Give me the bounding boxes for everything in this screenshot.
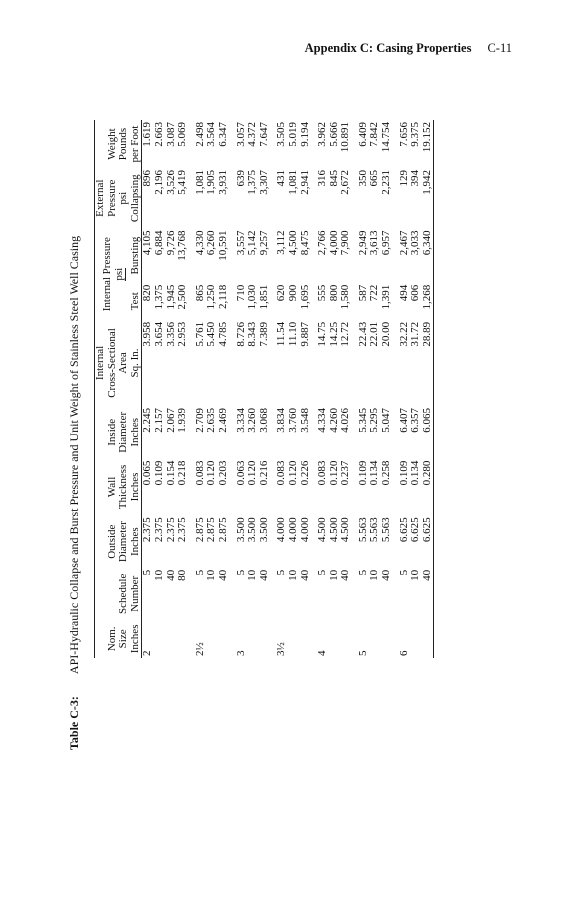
- cell: 2.635: [205, 408, 218, 433]
- nom-size-cell: [369, 620, 381, 658]
- table-row: [247, 120, 259, 658]
- cell: 1,250: [205, 284, 218, 310]
- cell: 3,613: [368, 230, 381, 256]
- cell: 3.505: [275, 122, 288, 147]
- col-bursting: Bursting: [126, 228, 142, 282]
- cell: 710: [234, 284, 247, 302]
- cell: 0.120: [286, 460, 299, 486]
- nom-size-cell: [410, 620, 422, 658]
- cell: 0.109: [397, 460, 410, 486]
- cell: 896: [141, 170, 154, 187]
- page-number: C-11: [487, 41, 512, 55]
- cell: 639: [234, 170, 247, 187]
- cell: 9.194: [298, 122, 311, 147]
- nom-size-cell: 6: [397, 650, 410, 656]
- cell: 0.280: [422, 459, 434, 516]
- cell: 6,340: [422, 228, 434, 282]
- cell: 5: [356, 569, 369, 576]
- cell: 2,941: [298, 170, 311, 195]
- cell: 6.409: [356, 122, 369, 147]
- cell: 28.89: [422, 320, 434, 406]
- cell: 2.953: [176, 321, 189, 347]
- cell: 0.134: [368, 460, 381, 486]
- cell: 10: [327, 569, 340, 581]
- cell: 2.375: [152, 517, 165, 543]
- cell: 2.875: [205, 517, 218, 543]
- cell: 4.334: [316, 408, 329, 433]
- cell: 5: [397, 569, 410, 576]
- table-row: [270, 120, 288, 658]
- table-row: [393, 120, 411, 658]
- cell: 3,526: [164, 170, 177, 195]
- cell: 3.834: [275, 408, 288, 433]
- cell: 2,672: [339, 170, 352, 195]
- cell: 2,949: [356, 230, 369, 256]
- cell: 14.25: [327, 321, 340, 347]
- cell: 4.785: [216, 321, 229, 347]
- cell: 6.357: [409, 408, 422, 433]
- cell: 9,257: [257, 230, 270, 256]
- nom-size-cell: [340, 620, 352, 658]
- cell: 3.087: [164, 122, 177, 147]
- cell: 3.958: [141, 321, 154, 347]
- cell: 5: [275, 569, 288, 576]
- cell: 7.842: [368, 122, 381, 147]
- cell: 1.939: [176, 408, 189, 433]
- cell: 3.760: [286, 408, 299, 433]
- nom-size-cell: [329, 620, 341, 658]
- table-row: [259, 120, 271, 658]
- cell: 4,105: [141, 230, 154, 256]
- cell: 1,030: [246, 284, 259, 310]
- nom-size-cell: 5: [356, 650, 369, 656]
- cell: 9.887: [298, 321, 311, 347]
- cell: 7.656: [397, 122, 410, 147]
- cell: 32.22: [397, 321, 410, 347]
- table-row: [154, 120, 166, 658]
- cell: 10,591: [216, 230, 229, 261]
- caption-label: Table C-3:: [67, 696, 81, 750]
- cell: 820: [141, 284, 154, 302]
- cell: 3.654: [152, 321, 165, 347]
- cell: 40: [257, 569, 270, 581]
- cell: 40: [422, 568, 434, 620]
- cell: 3,033: [409, 230, 422, 256]
- cell: 1,268: [422, 283, 434, 320]
- cell: 22.43: [356, 321, 369, 347]
- nom-size-cell: [166, 620, 178, 658]
- cell: 5.295: [368, 408, 381, 433]
- cell: 10: [152, 569, 165, 581]
- cell: 6.625: [422, 515, 434, 568]
- internal-pressure-unit: psi: [112, 267, 125, 281]
- cell: 0.134: [409, 460, 422, 486]
- cell: 1.619: [141, 122, 154, 147]
- nom-size-cell: [247, 620, 259, 658]
- table-host: [94, 120, 582, 658]
- cell: 5.450: [205, 321, 218, 347]
- header-title: Appendix C: Casing Properties: [304, 41, 472, 55]
- cell: 40: [164, 569, 177, 581]
- cell: 6.065: [422, 406, 434, 459]
- cell: 4,500: [286, 230, 299, 256]
- cell: 10: [205, 569, 218, 581]
- cell: 31.72: [409, 321, 422, 347]
- cell: 10: [286, 569, 299, 581]
- cell: 1,081: [193, 170, 206, 195]
- cell: 4.000: [286, 517, 299, 543]
- cell: 6,260: [205, 230, 218, 256]
- cell: 2.498: [193, 122, 206, 147]
- cell: 0.258: [380, 460, 393, 486]
- cell: 5.069: [176, 122, 189, 147]
- cell: 5.345: [356, 408, 369, 433]
- cell: 6,884: [152, 230, 165, 256]
- cell: 5: [193, 569, 206, 576]
- table-row: [177, 120, 189, 658]
- nom-size-cell: 2: [141, 650, 154, 656]
- table-row: [311, 120, 329, 658]
- cell: 3,931: [216, 170, 229, 195]
- cell: 2,500: [176, 284, 189, 310]
- cell: 2.067: [164, 408, 177, 433]
- col-weight: Weight Pounds per Foot: [95, 120, 142, 168]
- cell: 129: [397, 170, 410, 187]
- cell: 2.875: [216, 517, 229, 543]
- cell: 316: [316, 170, 329, 187]
- nom-size-cell: 3½: [275, 642, 288, 656]
- cell: 865: [193, 284, 206, 302]
- cell: 40: [339, 569, 352, 581]
- cell: 4.260: [327, 408, 340, 433]
- nom-size-cell: [259, 620, 271, 658]
- cell: 5.563: [380, 517, 393, 543]
- cell: 2,467: [397, 230, 410, 256]
- cell: 4,000: [327, 230, 340, 256]
- nom-size-cell: 3: [234, 650, 247, 656]
- cell: 0.063: [234, 460, 247, 486]
- cell: 5: [234, 569, 247, 576]
- cell: 0.226: [298, 460, 311, 486]
- cell: 3.564: [205, 122, 218, 147]
- cell: 5.019: [286, 122, 299, 147]
- cell: 3.962: [316, 122, 329, 147]
- cell: 9,726: [164, 230, 177, 256]
- cell: 5.666: [327, 122, 340, 147]
- cell: 80: [176, 569, 189, 581]
- nom-size-cell: [154, 620, 166, 658]
- cell: 0.120: [327, 460, 340, 486]
- cell: 587: [356, 284, 369, 302]
- cell: 620: [275, 284, 288, 302]
- cell: 845: [327, 170, 340, 187]
- cell: 6,957: [380, 230, 393, 256]
- cell: 665: [368, 170, 381, 187]
- cell: 4.500: [316, 517, 329, 543]
- cell: 1,081: [286, 170, 299, 195]
- cell: 8.726: [234, 321, 247, 347]
- col-area: Internal Cross-Sectional Area Sq. In.: [95, 320, 142, 406]
- cell: 4.000: [298, 517, 311, 543]
- cell: 0.237: [339, 460, 352, 486]
- table-row: [381, 120, 393, 658]
- cell: 6.625: [397, 517, 410, 543]
- cell: 2.157: [152, 408, 165, 433]
- cell: 394: [409, 170, 422, 187]
- cell: 4,330: [193, 230, 206, 256]
- cell: 10: [409, 569, 422, 581]
- nom-size-cell: [218, 620, 230, 658]
- cell: 1,375: [246, 170, 259, 195]
- table-row: [218, 120, 230, 658]
- cell: 1,375: [152, 284, 165, 310]
- cell: 606: [409, 284, 422, 302]
- cell: 2,766: [316, 230, 329, 256]
- cell: 2,231: [380, 170, 393, 195]
- cell: 1,945: [164, 284, 177, 310]
- table-row: [340, 120, 352, 658]
- cell: 7,900: [339, 230, 352, 256]
- cell: 3.500: [234, 517, 247, 543]
- table-row: [300, 120, 312, 658]
- col-external-pressure: External Pressure psi Collapsing: [95, 168, 142, 228]
- cell: 14.754: [380, 122, 393, 153]
- col-internal-pressure: Internal Pressure psi: [95, 228, 127, 319]
- cell: 1,391: [380, 284, 393, 310]
- cell: 5.563: [368, 517, 381, 543]
- col-test: Test: [126, 283, 142, 320]
- cell: 4.372: [246, 122, 259, 147]
- cell: 22.01: [368, 321, 381, 347]
- cell: 10: [368, 569, 381, 581]
- cell: 1,695: [298, 284, 311, 310]
- cell: 4.500: [327, 517, 340, 543]
- col-outside-diameter: Outside Diameter Inches: [95, 515, 142, 568]
- col-schedule: Schedule Number: [95, 568, 142, 620]
- cell: 7.389: [257, 321, 270, 347]
- cell: 3.068: [257, 408, 270, 433]
- nom-size-cell: 2½: [193, 642, 206, 656]
- cell: 3.500: [246, 517, 259, 543]
- cell: 1,942: [422, 168, 434, 228]
- caption-text: API-Hydraulic Collapse and Burst Pressure and Unit Weight of Stainless Steel Well Casing: [67, 235, 81, 675]
- cell: 0.109: [356, 460, 369, 486]
- cell: 40: [380, 569, 393, 581]
- cell: 2.663: [152, 122, 165, 147]
- cell: 5,142: [246, 230, 259, 256]
- cell: 800: [327, 284, 340, 302]
- cell: 1,851: [257, 284, 270, 310]
- cell: 3.500: [257, 517, 270, 543]
- cell: 2.375: [164, 517, 177, 543]
- table-row: [352, 120, 370, 658]
- cell: 7.647: [257, 122, 270, 147]
- cell: 0.120: [246, 460, 259, 486]
- nom-size-cell: [206, 620, 218, 658]
- table-row: [422, 120, 434, 658]
- cell: 1,905: [205, 170, 218, 195]
- cell: 0.216: [257, 460, 270, 486]
- cell: 2.469: [216, 408, 229, 433]
- cell: 3.260: [246, 408, 259, 433]
- cell: 2.375: [176, 517, 189, 543]
- col-wall-thickness: Wall Thickness Inches: [95, 459, 142, 516]
- cell: 6.347: [216, 122, 229, 147]
- cell: 494: [397, 284, 410, 302]
- cell: 431: [275, 170, 288, 187]
- cell: 3.057: [234, 122, 247, 147]
- table-caption: [65, 120, 83, 750]
- cell: 722: [368, 284, 381, 302]
- cell: 2.375: [141, 517, 154, 543]
- table-row: [288, 120, 300, 658]
- cell: 5: [141, 569, 154, 576]
- cell: 10: [246, 569, 259, 581]
- cell: 3.356: [164, 321, 177, 347]
- cell: 3,557: [234, 230, 247, 256]
- cell: 555: [316, 284, 329, 302]
- cell: 5.563: [356, 517, 369, 543]
- nom-size-cell: [300, 620, 312, 658]
- col-inside-diameter: Inside Diameter Inches: [95, 406, 142, 459]
- cell: 0.120: [205, 460, 218, 486]
- casing-table: [94, 120, 434, 658]
- cell: 0.154: [164, 460, 177, 486]
- cell: 4.500: [339, 517, 352, 543]
- cell: 9.375: [409, 122, 422, 147]
- cell: 11.54: [275, 321, 288, 347]
- cell: 6.625: [409, 517, 422, 543]
- cell: 2.245: [141, 408, 154, 433]
- cell: 0.083: [193, 460, 206, 486]
- cell: 3.334: [234, 408, 247, 433]
- cell: 40: [298, 569, 311, 581]
- cell: 2,118: [216, 284, 229, 310]
- cell: 5: [316, 569, 329, 576]
- cell: 12.72: [339, 321, 352, 347]
- cell: 3,112: [275, 230, 288, 255]
- cell: 2,196: [152, 170, 165, 195]
- cell: 20.00: [380, 321, 393, 347]
- cell: 40: [216, 569, 229, 581]
- nom-size-cell: [422, 620, 434, 658]
- cell: 350: [356, 170, 369, 187]
- cell: 11.10: [286, 321, 299, 347]
- cell: 4.026: [339, 408, 352, 433]
- cell: 8,475: [298, 230, 311, 256]
- nom-size-cell: [288, 620, 300, 658]
- cell: 0.083: [316, 460, 329, 486]
- cell: 0.083: [275, 460, 288, 486]
- cell: 2.875: [193, 517, 206, 543]
- cell: 0.203: [216, 460, 229, 486]
- col-nom-size: Nom. Size Inches: [95, 620, 142, 658]
- cell: 13,768: [176, 230, 189, 261]
- cell: 5.761: [193, 321, 206, 347]
- cell: 19.152: [422, 120, 434, 168]
- cell: 6.407: [397, 408, 410, 433]
- cell: 8.343: [246, 321, 259, 347]
- nom-size-cell: [381, 620, 393, 658]
- cell: 5,419: [176, 170, 189, 195]
- nom-size-cell: 4: [316, 650, 329, 656]
- table-row: [189, 120, 207, 658]
- nom-size-cell: [177, 620, 189, 658]
- cell: 4.000: [275, 517, 288, 543]
- cell: 0.065: [141, 460, 154, 486]
- cell: 0.109: [152, 460, 165, 486]
- cell: 5.047: [380, 408, 393, 433]
- rotated-table: [94, 120, 582, 658]
- cell: 1,580: [339, 284, 352, 310]
- cell: 10.891: [339, 122, 352, 153]
- cell: 3,307: [257, 170, 270, 195]
- running-header: [305, 41, 512, 56]
- cell: 14.75: [316, 321, 329, 347]
- cell: 3.548: [298, 408, 311, 433]
- cell: 2.709: [193, 408, 206, 433]
- cell: 0.218: [176, 460, 189, 486]
- table-row: [230, 120, 248, 658]
- cell: 900: [286, 284, 299, 302]
